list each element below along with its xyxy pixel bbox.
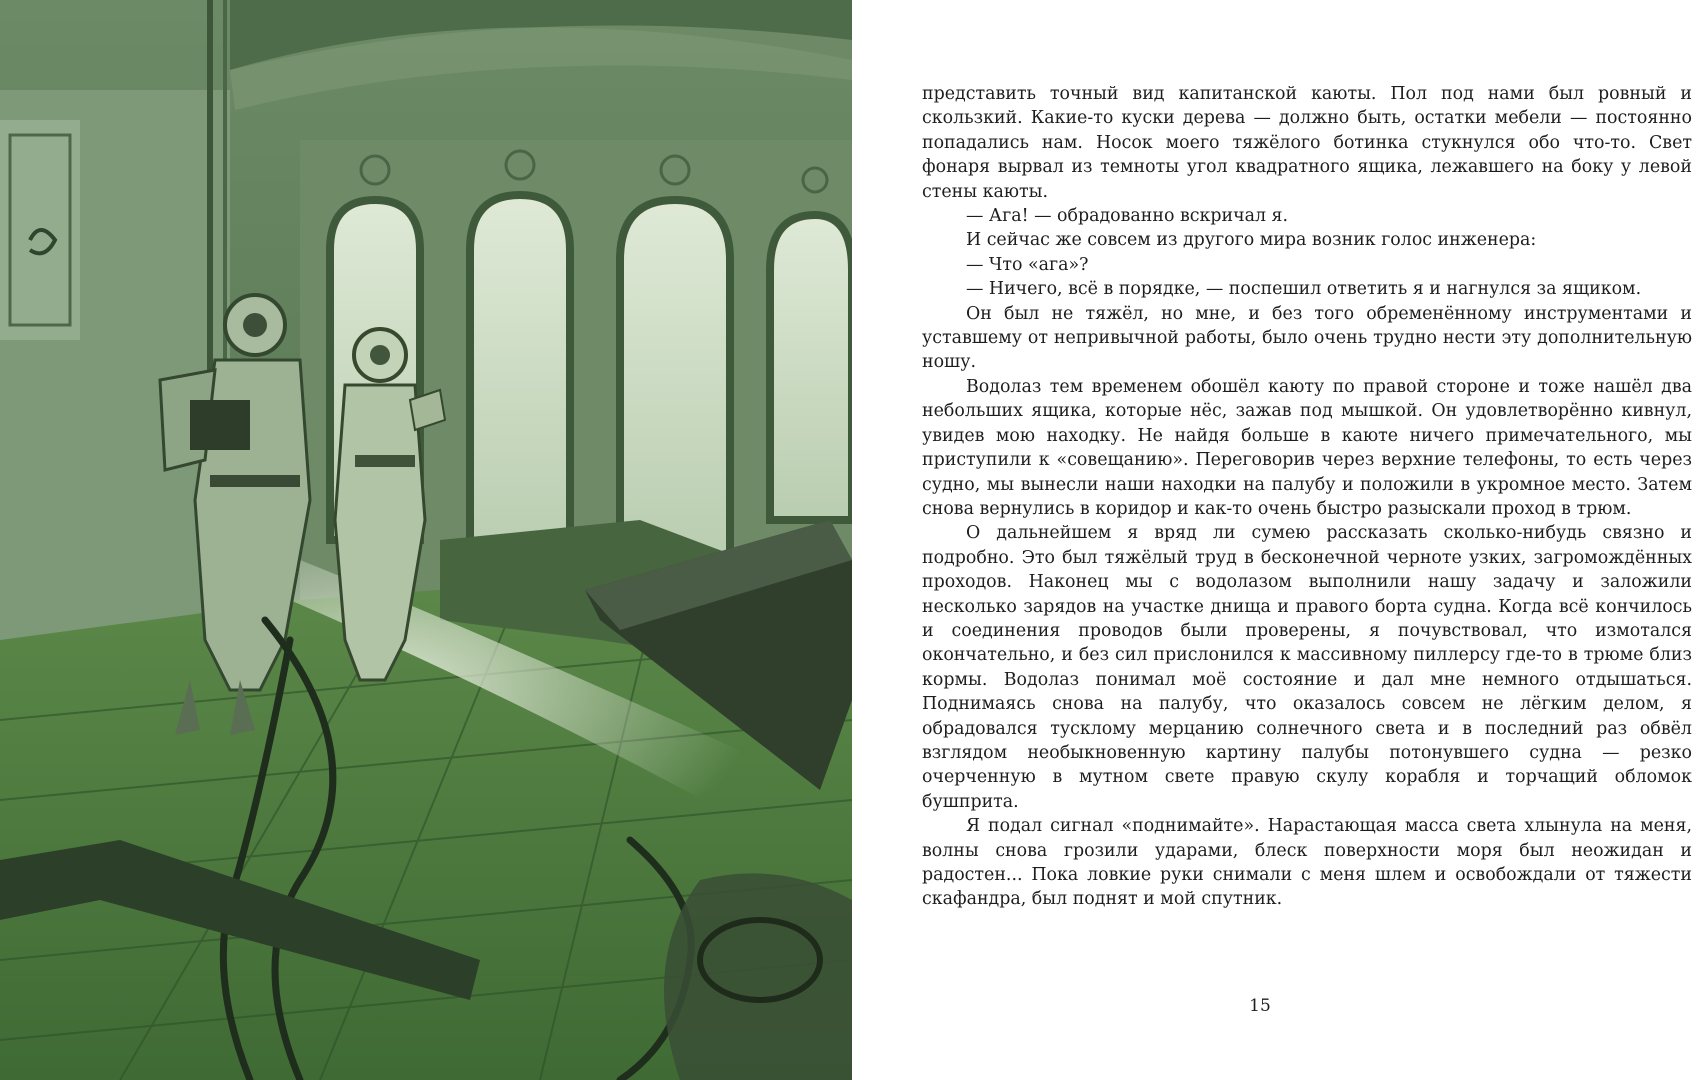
page-number: 15 <box>1249 996 1271 1016</box>
paragraph: — Ага! — обрадованно вскричал я. <box>966 206 1289 227</box>
paragraph: Он был не тяжёл, но мне, и без того обременённому инструментами и уставшему от непривычной работы, было очень трудно нести эту дополнительную ношу. <box>922 303 1692 373</box>
paragraph: представить точный вид капитанской каюты. Пол под нами был ровный и скользкий. Какие-то куски дерева — должно быть, остатки мебели — постоянно попадались нам. Носок моего тяжёлого ботинка стукнулся обо что-то. Свет фонаря вырвал из темноты угол квадратного ящика, лежавшего на боку у левой стены каюты. <box>922 84 1692 202</box>
paragraph: Водолаз тем временем обошёл каюту по правой стороне и тоже нашёл два небольших ящика, которые нёс, зажав под мышкой. Он удовлетворённо кивнул, увидев мою находку. Не найдя больше в каюте ничего примечательного, мы приступили к «совещанию». Переговорив через верхние телефоны, то есть через судно, мы вынесли наши находки на палубу и положили в укромное место. Затем снова вернулись в коридор и как-то очень быстро разыскали проход в трюм. <box>922 376 1692 519</box>
paragraph: Я подал сигнал «поднимайте». Нарастающая масса света хлынула на меня, волны снова грозили ударами, блеск поверхности моря был неожидан и радостен... Пока ловкие руки снимали с меня шлем и освобождали от тяжести скафандра, был поднят и мой спутник. <box>922 816 1692 910</box>
text-page <box>922 82 1692 1022</box>
paragraph: — Ничего, всё в порядке, — поспешил ответить я и нагнулся за ящиком. <box>966 279 1642 300</box>
paragraph: — Что «ага»? <box>966 254 1089 275</box>
window-3 <box>620 200 730 560</box>
paragraph: И сейчас же совсем из другого мира возник голос инженера: <box>966 230 1537 251</box>
window-2 <box>470 195 570 560</box>
window-4 <box>770 215 852 520</box>
debris-coil <box>664 873 852 1080</box>
paragraph: О дальнейшем я вряд ли сумею рассказать сколько-нибудь связно и подробно. Это был тяжёлый труд в бесконечной черноте узких, загромождённых проходов. Наконец мы с водолазом выполнили нашу задачу и заложили несколько зарядов на участке днища и правого борта судна. Когда всё кончилось и соединения проводов были проверены, я почувствовал, что измотался окончательно, и без сил прислонился к массивному пиллерсу где-то в трюме близ кормы. Водолаз понимал моё состояние и дал мне немного отдышаться. Поднимаясь снова на палубу, что оказалось совсем не лёгким делом, я обрадовался тусклому мерцанию солнечного света и в последний раз обвёл взглядом необыкновенную картину палубы потонувшего судна — резко очерченную в мутном свете правую скулу корабля и торчащий обломок бушприта. <box>922 523 1692 812</box>
